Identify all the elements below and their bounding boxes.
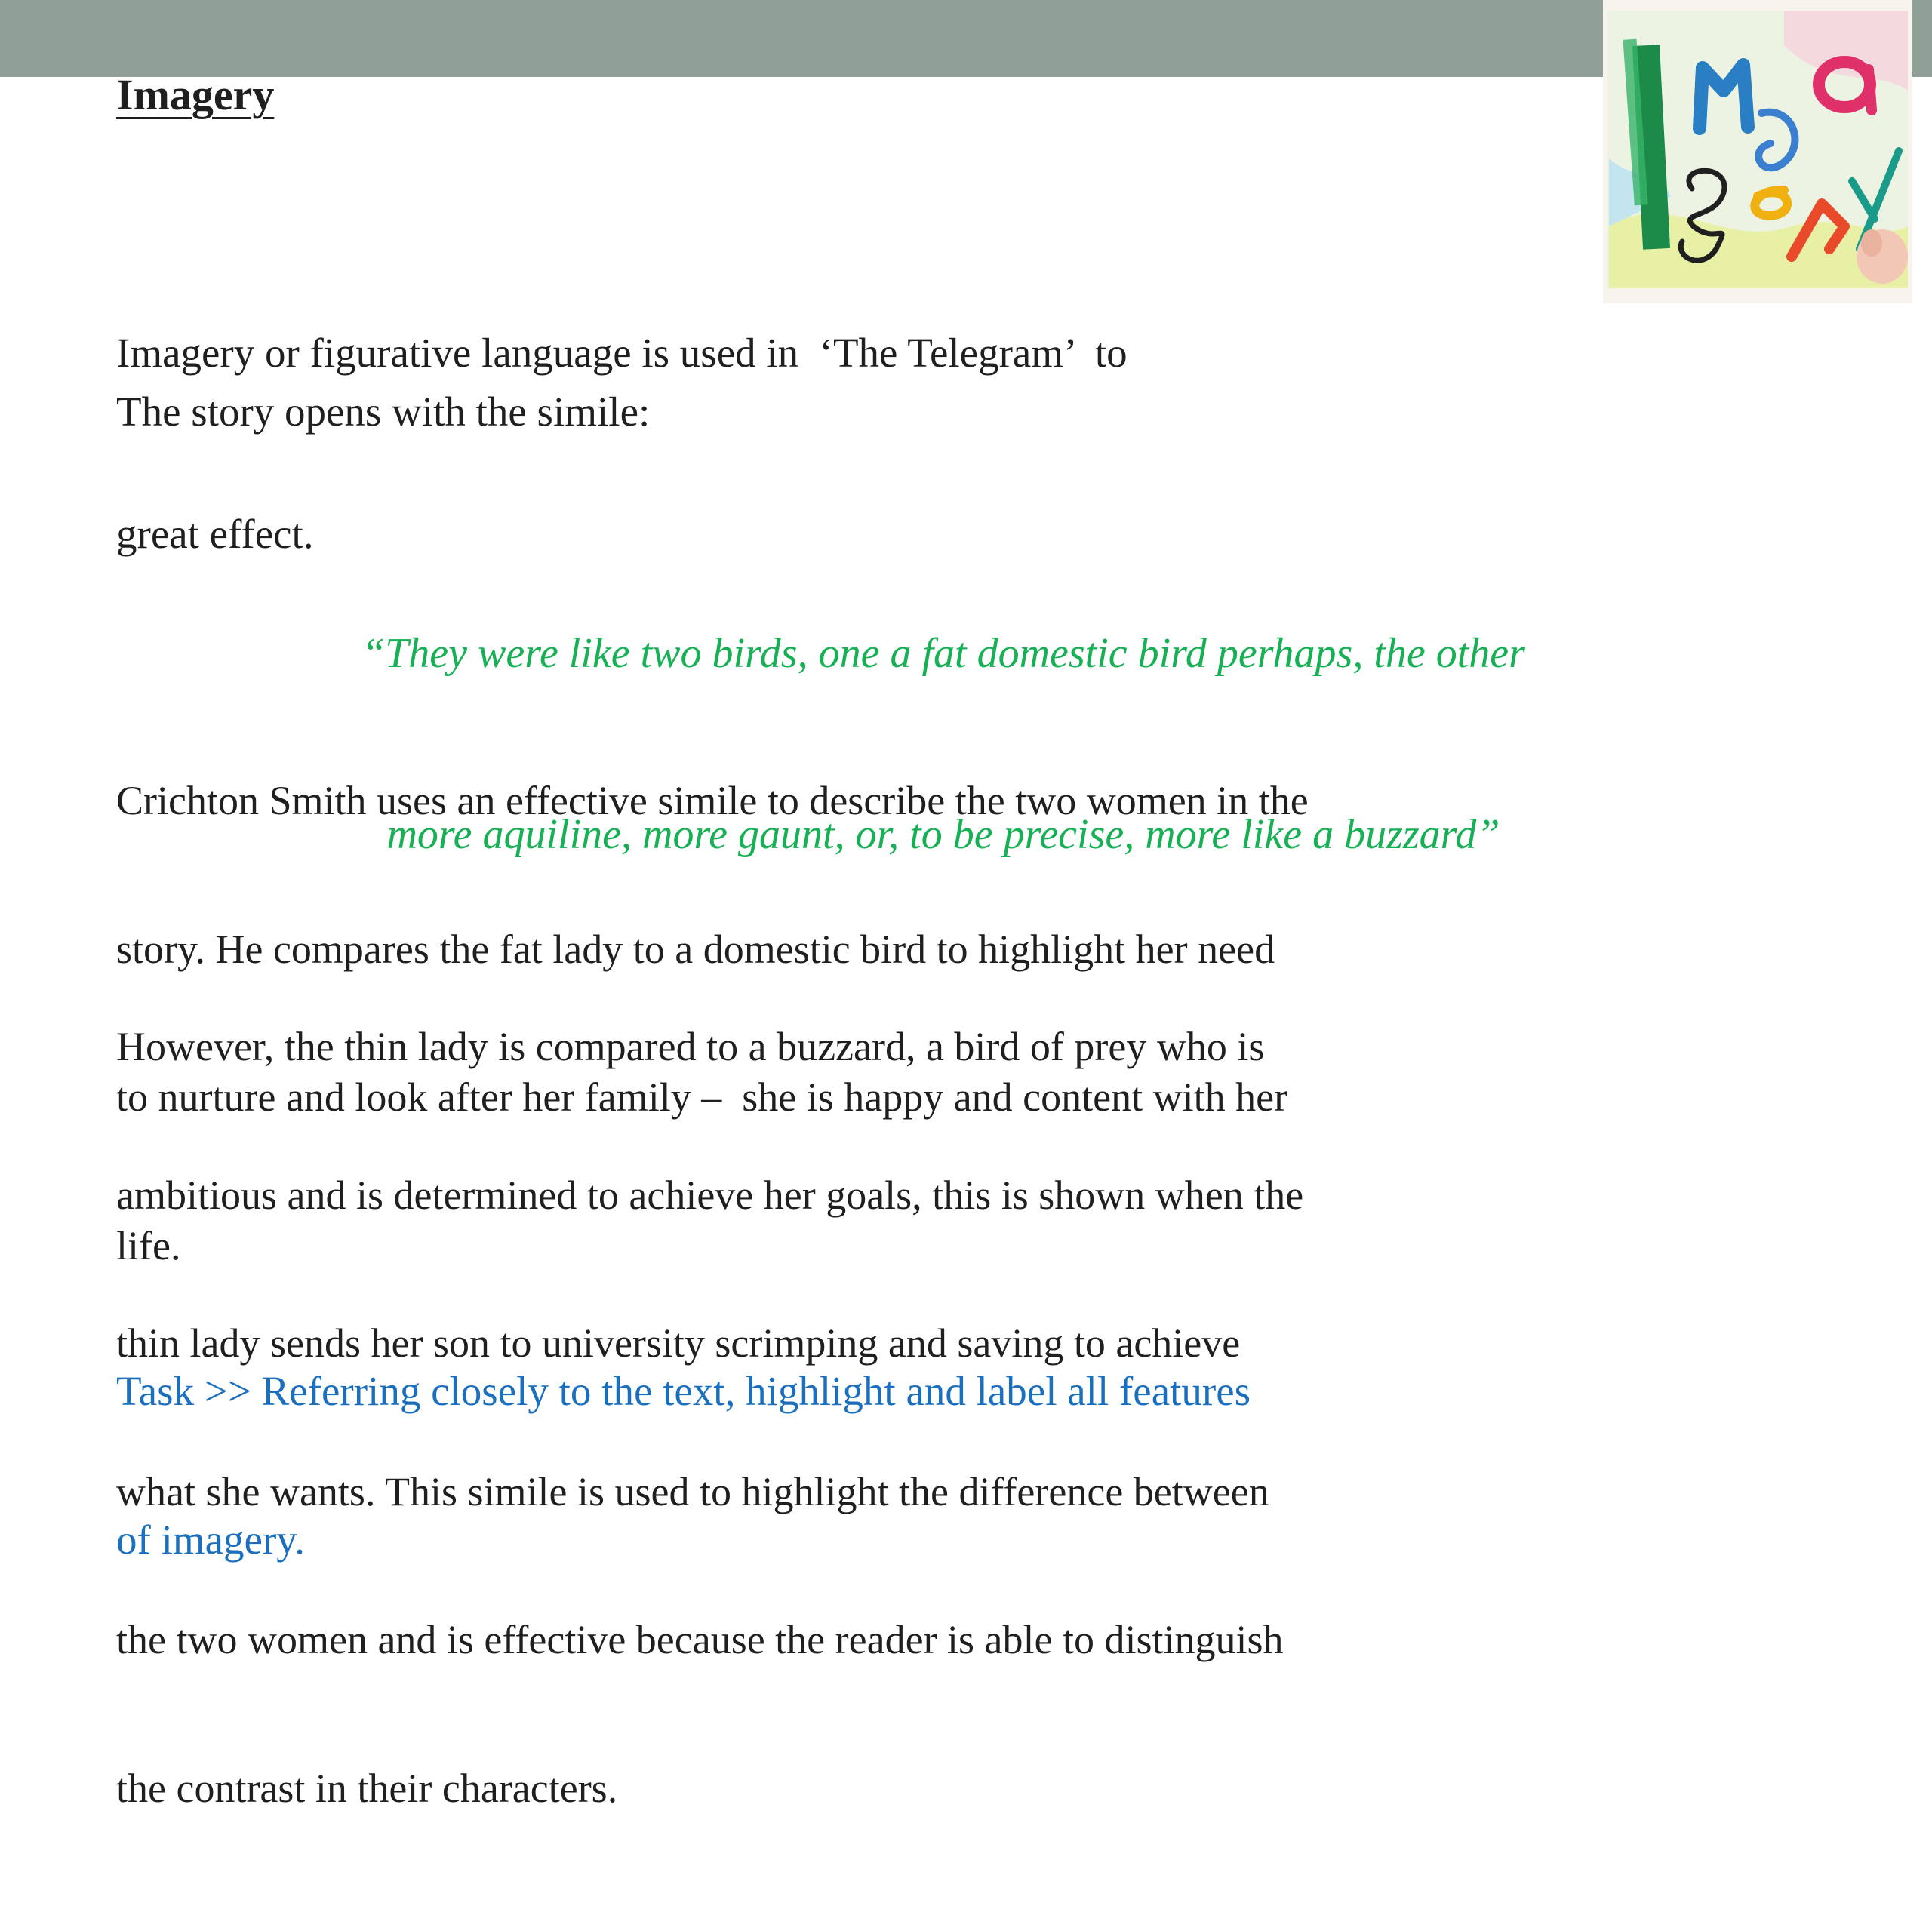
- task-line-2: of imagery.: [116, 1516, 305, 1563]
- paragraph2-line-1: However, the thin lady is compared to a buzzard, a bird of prey who is: [116, 1024, 1265, 1069]
- paragraph1-line-2: story. He compares the fat lady to a domestic bird to highlight her need: [116, 926, 1275, 972]
- paragraph2-line-5: the two women and is effective because the reader is able to distinguish: [116, 1617, 1284, 1662]
- simile-intro: The story opens with the simile:: [116, 389, 651, 435]
- paragraph1-line-3: to nurture and look after her family – she is happy and content with her: [116, 1074, 1288, 1120]
- slide-title: Imagery: [116, 70, 275, 119]
- paragraph1-line-4: life.: [116, 1222, 181, 1268]
- paragraph2-line-4: what she wants. This simile is used to highlight the difference between: [116, 1468, 1269, 1514]
- quote-line-2: more aquiline, more gaunt, or, to be precise, more like a buzzard”: [386, 811, 1500, 858]
- paragraph1-line-1: Crichton Smith uses an effective simile to describe the two women in the: [116, 778, 1309, 823]
- paragraph2-line-6: the contrast in their characters.: [116, 1765, 618, 1811]
- paragraph2-line-2: ambitious and is determined to achieve her goals, this is shown when the: [116, 1172, 1304, 1218]
- quote-line-1: “They were like two birds, one a fat domestic bird perhaps, the other: [361, 630, 1525, 677]
- imagery-artwork-image: [1603, 0, 1912, 303]
- task-instruction: [116, 1268, 1251, 1663]
- task-line-1: Task >> Referring closely to the text, highlight and label all features: [116, 1368, 1251, 1414]
- intro-line-1: Imagery or figurative language is used in ‘The Telegram’ to: [116, 330, 1128, 376]
- paragraph2-line-3: thin lady sends her son to university scrimping and saving to achieve: [116, 1320, 1241, 1366]
- intro-line-2: great effect.: [116, 511, 314, 557]
